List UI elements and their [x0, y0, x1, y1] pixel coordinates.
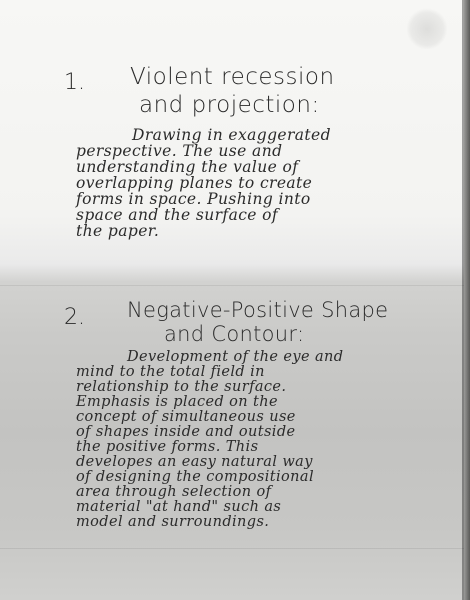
scan-speckle: [406, 8, 448, 50]
section-1-body-line: perspective. The use and: [76, 142, 283, 160]
section-1-body-line: space and the surface of: [76, 206, 279, 224]
section-1-body-line: understanding the value of: [76, 158, 299, 176]
section-2-body-line: relationship to the surface.: [76, 379, 287, 395]
section-2-body-line: of shapes inside and outside: [76, 424, 296, 440]
section-1-heading-line-2: and projection:: [139, 92, 320, 118]
section-2-body-line: Development of the eye and: [127, 349, 344, 365]
section-1-body-line: overlapping planes to create: [76, 174, 313, 192]
section-2-body-line: mind to the total field in: [76, 364, 265, 380]
section-2-body-line: model and surroundings.: [76, 514, 270, 530]
section-2-body-line: the positive forms. This: [76, 439, 259, 455]
scan-artifact-line: [0, 548, 470, 549]
section-2-body-line: concept of simultaneous use: [76, 409, 296, 425]
section-1-heading-line-1: Violent recession: [130, 64, 335, 90]
section-1-body-line: the paper.: [76, 222, 160, 240]
section-2-body-line: material "at hand" such as: [76, 499, 282, 515]
section-2-body-line: developes an easy natural way: [76, 454, 313, 470]
section-1-body-line: Drawing in exaggerated: [132, 126, 331, 144]
page-edge-border: [464, 0, 470, 600]
section-2-body-line: of designing the compositional: [76, 469, 314, 485]
section-2-body-line: Emphasis is placed on the: [76, 394, 278, 410]
section-2-heading-line-2: and Contour:: [164, 322, 305, 346]
section-2-number: 2.: [64, 305, 85, 330]
scan-artifact-line: [0, 285, 470, 286]
section-1-body-line: forms in space. Pushing into: [76, 190, 311, 208]
section-2-heading-line-1: Negative-Positive Shape: [127, 298, 389, 322]
section-2-body-line: area through selection of: [76, 484, 272, 500]
section-1-number: 1.: [64, 70, 85, 95]
